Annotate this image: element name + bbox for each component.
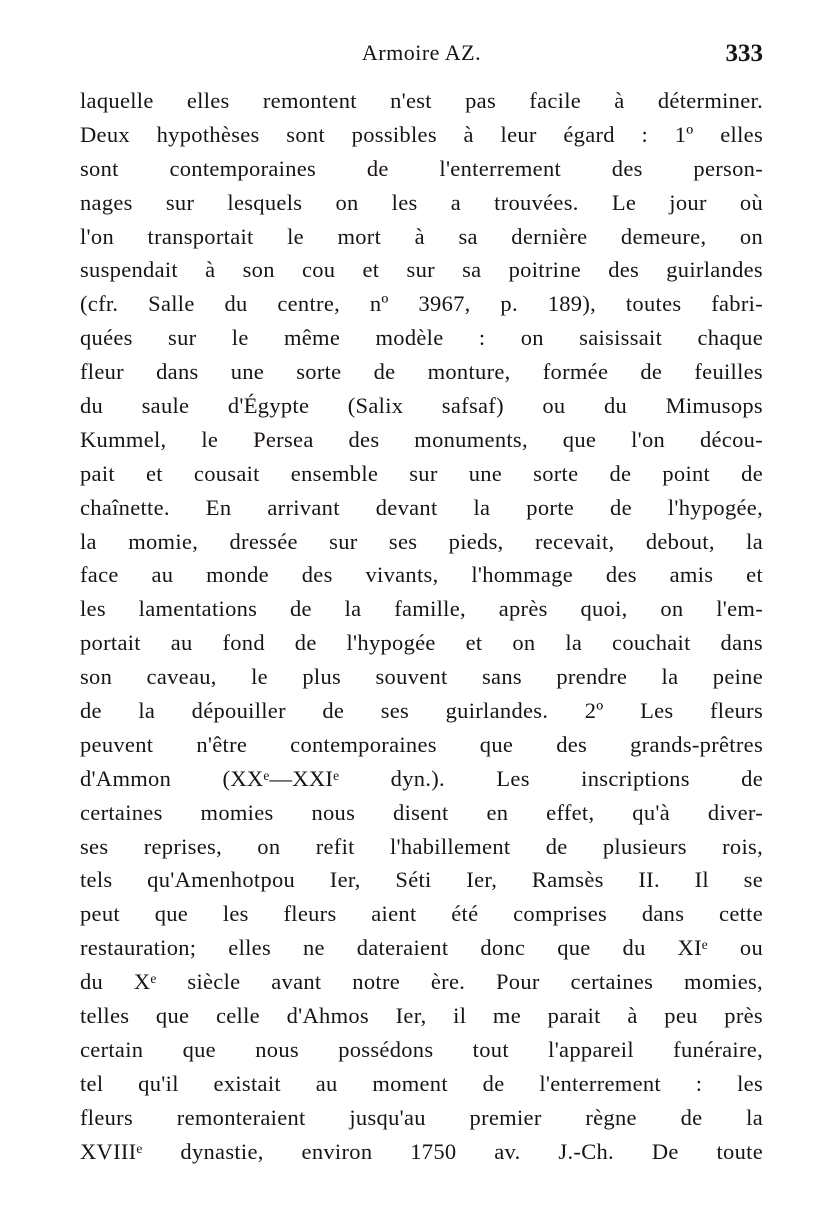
- text-line: portait au fond de l'hypogée et on la couchait dans: [80, 630, 763, 656]
- text-line: certain que nous possédons tout l'appareil funéraire,: [80, 1036, 763, 1062]
- text-line: peuvent n'être contemporaines que des grands-prêtres: [80, 731, 763, 757]
- text-line: tels qu'Amenhotpou Ier, Séti Ier, Ramsès II. Il se: [80, 867, 763, 893]
- text-line: la momie, dressée sur ses pieds, recevait, debout, la: [80, 528, 763, 554]
- running-title: Armoire AZ.: [361, 40, 482, 65]
- text-line: face au monde des vivants, l'hommage des amis et: [80, 562, 763, 588]
- text-line: l'on transportait le mort à sa dernière demeure, on: [80, 223, 763, 249]
- text-line: chaînette. En arrivant devant la porte de l'hypogée,: [80, 494, 763, 520]
- text-line: Kummel, le Persea des monuments, que l'on décou-: [80, 426, 763, 452]
- text-line: certaines momies nous disent en effet, qu'à diver-: [80, 799, 763, 825]
- text-line: fleurs remonteraient jusqu'au premier règne de la: [80, 1104, 763, 1130]
- text-line: d'Ammon (XXᵉ—XXIᵉ dyn.). Les inscriptions de: [80, 765, 763, 791]
- text-line: sont contemporaines de l'enterrement des person-: [80, 155, 763, 181]
- text-line: quées sur le même modèle : on saisissait chaque: [80, 325, 763, 351]
- text-line: ses reprises, on refit l'habillement de plusieurs rois,: [80, 833, 763, 859]
- text-line: telles que celle d'Ahmos Ier, il me parait à peu près: [80, 1003, 763, 1029]
- text-line: les lamentations de la famille, après quoi, on l'em-: [80, 596, 763, 622]
- text-line: fleur dans une sorte de monture, formée de feuilles: [80, 359, 763, 385]
- text-line: de la dépouiller de ses guirlandes. 2º Les fleurs: [80, 698, 763, 724]
- text-line: Deux hypothèses sont possibles à leur égard : 1º elles: [80, 121, 763, 147]
- text-line: (cfr. Salle du centre, nº 3967, p. 189), toutes fabri-: [80, 291, 763, 317]
- text-line: son caveau, le plus souvent sans prendre la peine: [80, 664, 763, 690]
- text-line: suspendait à son cou et sur sa poitrine des guirlandes: [80, 257, 763, 283]
- text-line: restauration; elles ne dateraient donc que du XIᵉ ou: [80, 935, 763, 961]
- body-text: [80, 84, 763, 1169]
- text-line: nages sur lesquels on les a trouvées. Le jour où: [80, 189, 763, 215]
- running-head: [80, 36, 763, 70]
- text-line: laquelle elles remontent n'est pas facile à déterminer.: [80, 88, 763, 113]
- text-line: pait et cousait ensemble sur une sorte de point de: [80, 460, 763, 486]
- text-line: XVIIIᵉ dynastie, environ 1750 av. J.-Ch. De toute: [80, 1138, 763, 1164]
- page-number: 333: [725, 40, 763, 67]
- text-line: tel qu'il existait au moment de l'enterrement : les: [80, 1070, 763, 1096]
- text-line: du saule d'Égypte (Salix safsaf) ou du Mimusops: [80, 393, 763, 419]
- text-line: du Xᵉ siècle avant notre ère. Pour certaines momies,: [80, 969, 763, 995]
- text-line: peut que les fleurs aient été comprises dans cette: [80, 901, 763, 927]
